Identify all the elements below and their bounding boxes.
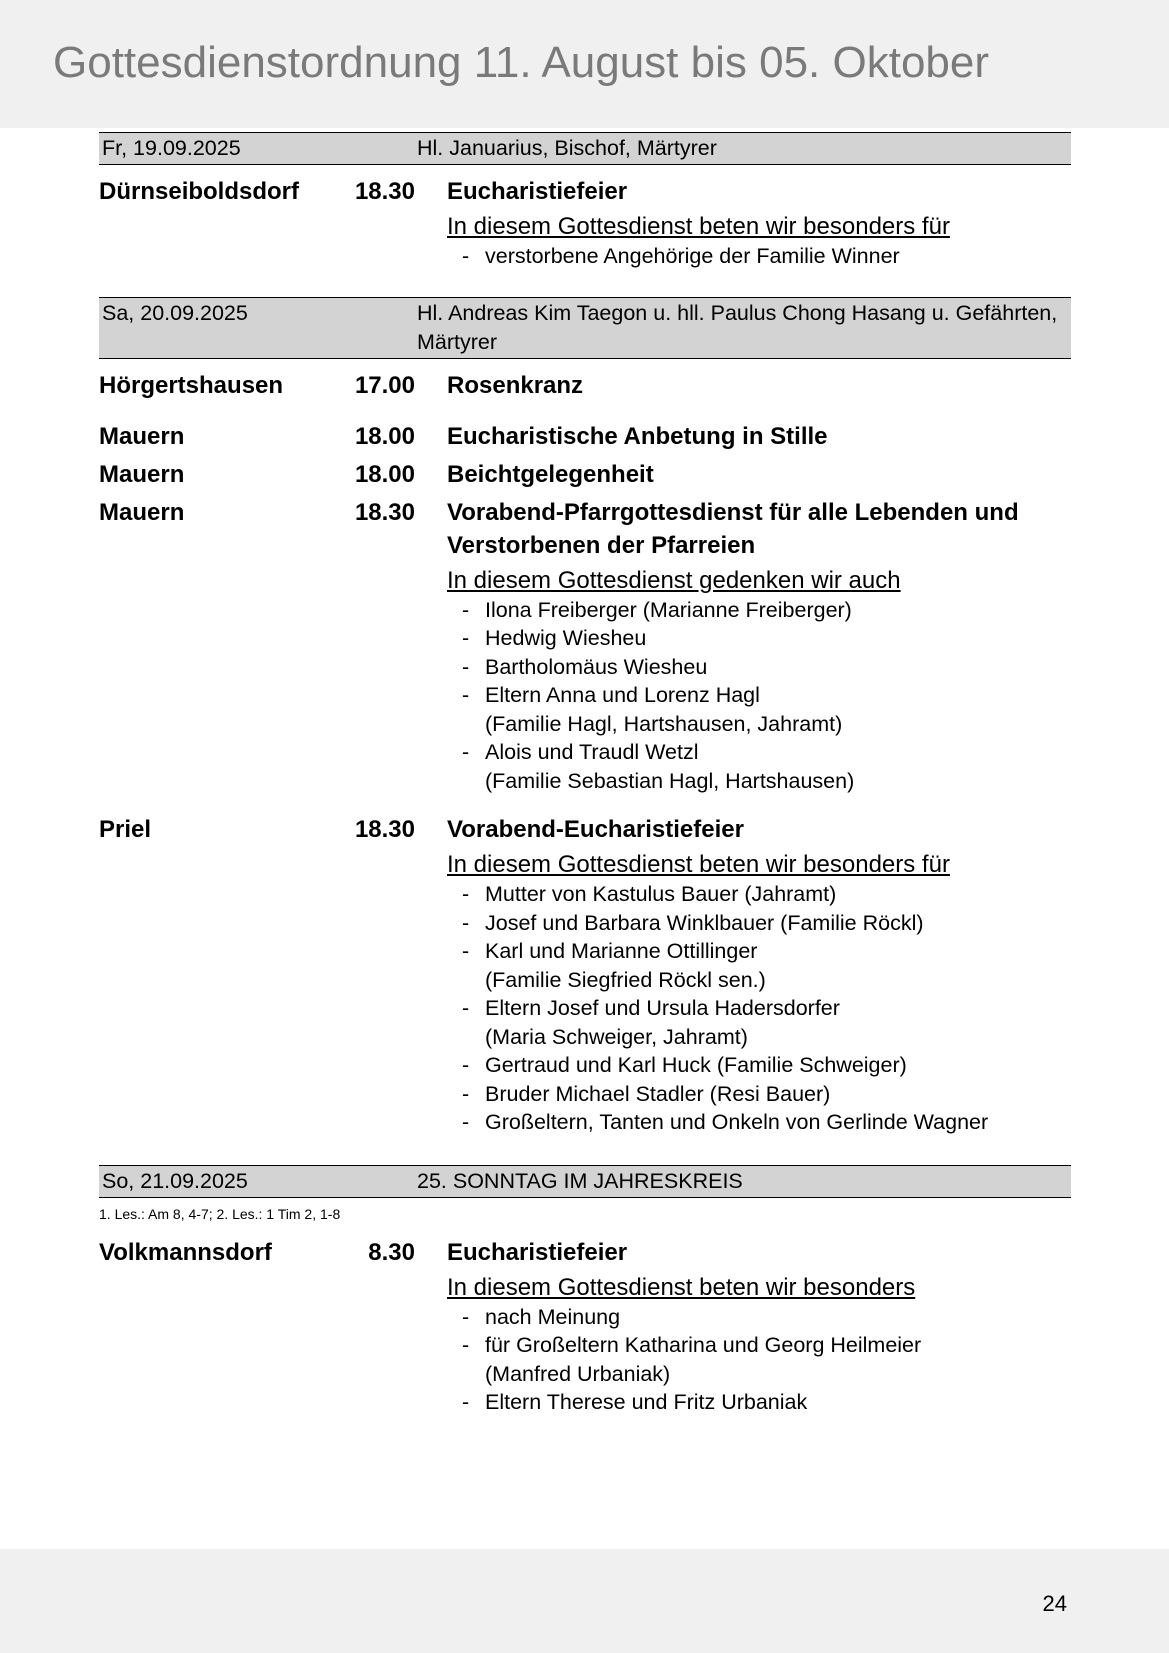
service-time: 17.00 [354,371,415,399]
day-header [99,297,1071,359]
intention-item: - Großeltern, Tanten und Onkeln von Gerlinde Wagner [447,1108,1025,1137]
intention-item: - Bartholomäus Wiesheu [447,653,1071,682]
day-header [99,132,1071,165]
service-title: Rosenkranz [447,371,584,399]
service-place: Priel [99,816,152,843]
intention-item: - Ilona Freiberger (Marianne Freiberger) [447,596,1071,625]
service-entry [99,1236,1071,1417]
intention-item: - verstorbene Angehörige der Familie Winner [447,242,1071,271]
service-title: Vorabend-Pfarrgottesdienst für alle Lebenden und Verstorbenen der Pfarreien [447,498,1019,559]
intentions-intro: In diesem Gottesdienst beten wir besonders für [447,213,950,240]
service-entry [99,496,1071,796]
service-place: Mauern [99,460,185,488]
service-time: 18.30 [354,816,415,843]
page-header [0,0,1169,128]
service-time: 18.30 [354,498,415,526]
service-entry [99,813,1071,1137]
service-place: Volkmannsdorf [99,1238,272,1266]
intention-item: - Eltern Therese und Fritz Urbaniak [447,1388,1071,1417]
day-header [99,1165,1071,1198]
schedule [99,132,1071,1417]
intention-item: - Alois und Traudl Wetzl [447,738,1071,767]
service-title: Beichtgelegenheit [447,460,654,488]
service-place: Mauern [99,498,185,526]
service-place: Hörgertshausen [99,371,284,399]
page-number: 24 [1042,1591,1067,1616]
intention-item: - für Großeltern Katharina und Georg Heilmeier [447,1331,1071,1360]
service-title: Eucharistiefeier [447,178,628,205]
service-place: Mauern [99,422,185,450]
intention-item: - Eltern Anna und Lorenz Hagl [447,681,1071,710]
intentions-intro: In diesem Gottesdienst beten wir besonders für [447,851,950,878]
intentions-list [447,242,1071,271]
service-title: Vorabend-Eucharistiefeier [447,816,744,843]
intention-item: - Hedwig Wiesheu [447,624,1071,653]
intention-item: (Maria Schweiger, Jahramt) [485,1024,748,1049]
day-date: So, 21.09.2025 [102,1168,248,1193]
intention-item: (Manfred Urbaniak) [485,1361,671,1386]
service-place: Dürnseiboldsdorf [99,178,300,205]
intention-item: (Familie Siegfried Röckl sen.) [485,967,766,992]
intention-item: (Familie Hagl, Hartshausen, Jahramt) [485,711,843,736]
service-time: 8.30 [368,1238,415,1266]
day-feast: Hl. Januarius, Bischof, Märtyrer [417,136,717,160]
service-title: Eucharistiefeier [447,1238,628,1266]
readings: 1. Les.: Am 8, 4-7; 2. Les.: 1 Tim 2, 1-8 [99,1205,341,1222]
service-entry [99,420,1071,453]
day-date: Sa, 20.09.2025 [102,300,248,325]
intentions-list [447,1303,1071,1417]
service-entry [99,458,1071,491]
service-entry [99,175,1071,271]
intention-item: - Mutter von Kastulus Bauer (Jahramt) [447,880,1071,909]
intentions-intro: In diesem Gottesdienst beten wir besonders [447,1273,916,1301]
intentions-intro: In diesem Gottesdienst gedenken wir auch [447,566,901,594]
page-title: Gottesdienstordnung 11. August bis 05. Oktober [53,38,990,87]
intentions-list [447,596,1071,796]
day-feast: Hl. Andreas Kim Taegon u. hll. Paulus Chong Hasang u. Gefährten, Märtyrer [417,300,1058,354]
service-time: 18.00 [354,422,415,450]
page-footer [0,1549,1169,1653]
day-feast: 25. SONNTAG IM JAHRESKREIS [417,1168,743,1193]
intention-item: - Karl und Marianne Ottillinger [447,937,1071,966]
service-time: 18.00 [354,460,415,488]
service-title: Eucharistische Anbetung in Stille [447,422,828,450]
intention-item: - Eltern Josef und Ursula Hadersdorfer [447,994,1071,1023]
intention-item: - Josef und Barbara Winklbauer (Familie Röckl) [447,909,1071,938]
service-time: 18.30 [354,178,415,205]
intention-item: - nach Meinung [447,1303,1071,1332]
intention-item: - Bruder Michael Stadler (Resi Bauer) [447,1080,1071,1109]
intention-item: - Gertraud und Karl Huck (Familie Schweiger) [447,1051,1071,1080]
day-date: Fr, 19.09.2025 [102,136,241,160]
intentions-list [447,880,1071,1137]
intention-item: (Familie Sebastian Hagl, Hartshausen) [485,768,855,793]
service-entry [99,369,1071,402]
